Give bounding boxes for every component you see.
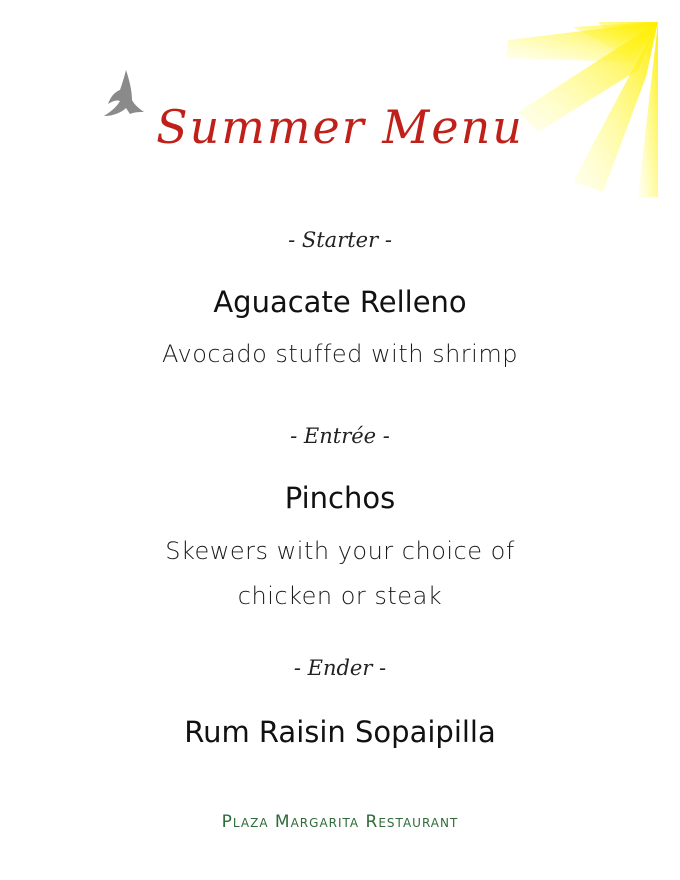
dish-name-entree: Pinchos bbox=[284, 481, 396, 515]
dish-description-entree-line-1: Skewers with your choice of bbox=[165, 537, 515, 565]
restaurant-name: Plaza Margarita Restaurant bbox=[221, 812, 459, 832]
section-label-starter: - Starter - bbox=[288, 228, 392, 252]
dish-description-starter: Avocado stuffed with shrimp bbox=[162, 340, 518, 368]
dish-name-starter: Aguacate Relleno bbox=[213, 285, 467, 319]
dish-name-ender: Rum Raisin Sopaipilla bbox=[184, 715, 496, 749]
section-label-ender: - Ender - bbox=[293, 656, 387, 680]
menu-title: Summer Menu bbox=[156, 100, 524, 154]
dish-description-entree-line-2: chicken or steak bbox=[237, 582, 443, 610]
section-label-entree: - Entrée - bbox=[290, 424, 390, 448]
